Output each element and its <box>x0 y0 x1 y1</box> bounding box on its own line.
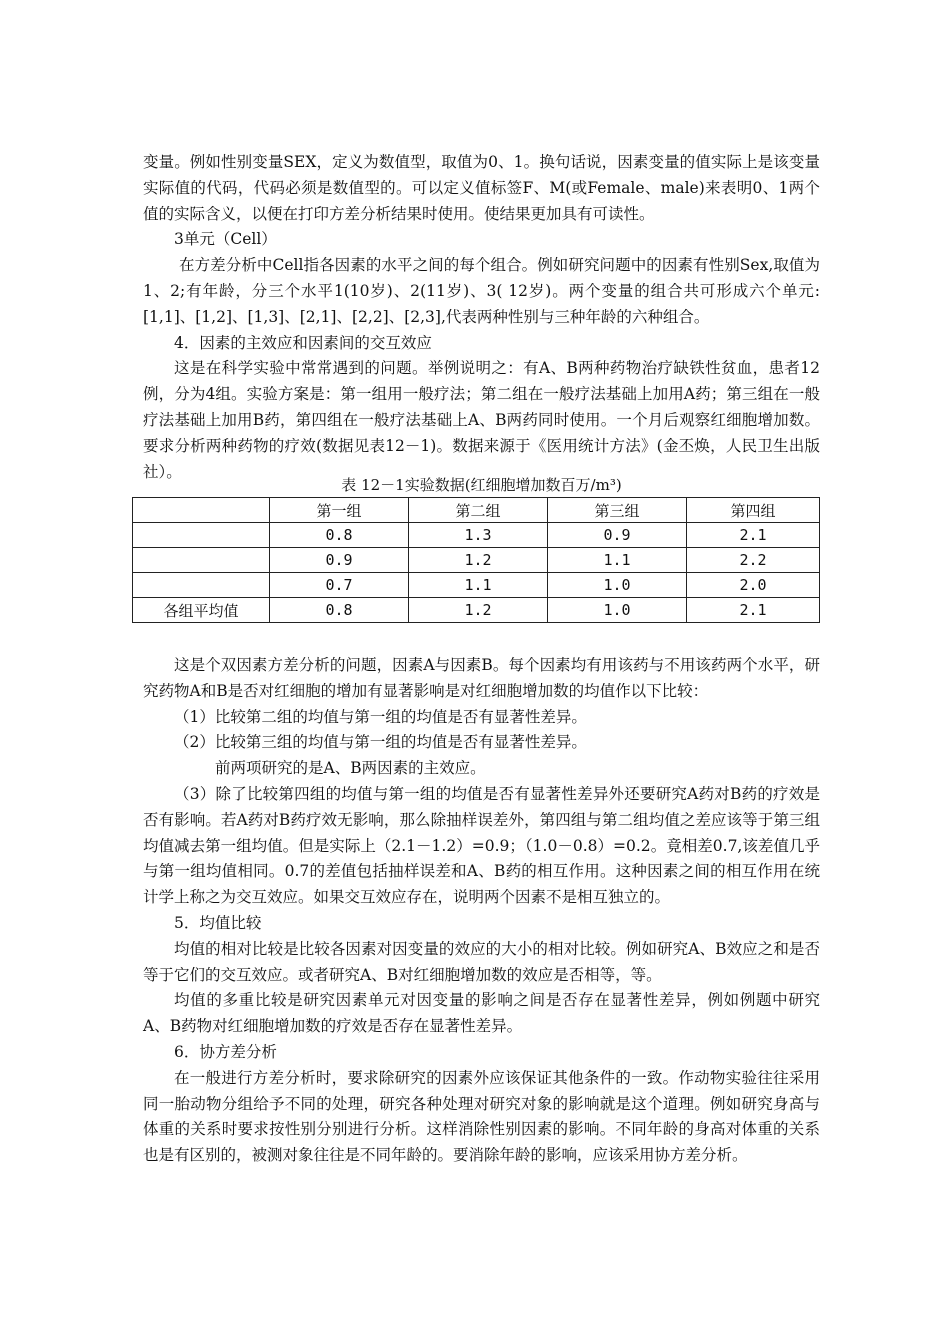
main-effect-note: 前两项研究的是A、B两因素的主效应。 <box>215 759 486 778</box>
section-6-paragraph: 在一般进行方差分析时，要求除研究的因素外应该保证其他条件的一致。作动物实验往往采用同一胎动物分组给予不同的处理，研究各种处理对研究对象的影响就是这个道理。例如研究身高与体重的关系时要求按性别分别进行分析。这样消除性别因素的影响。不同年龄的身高对体重的关系也是有区别的，被测对象往往是不同年龄的。要消除年龄的影响，应该采用协方差分析。 <box>143 1068 820 1165</box>
table-cell: 1.2 <box>409 598 548 623</box>
table-row <box>133 523 820 548</box>
table-row <box>133 598 820 623</box>
comparison-item-3: （3）除了比较第四组的均值与第一组的均值是否有显著性差异外还要研究A药对B药的疗效是否有影响。若A药对B药疗效无影响，那么除抽样误差外，第四组与第二组均值之差应该等于第三组均值减去第一组均值。但是实际上（2.1－1.2）=0.9；（1.0－0.8）=0.2。竟相差0.7,该差值几乎与第一组均值相同。0.7的差值包括抽样误差和A、B药的相互作用。这种因素之间的相互作用在统计学上称之为交互效应。如果交互效应存在，说明两个因素不是相互独立的。 <box>143 784 820 907</box>
table-header-cell: 第二组 <box>409 498 548 523</box>
table-cell: 2.0 <box>687 573 820 598</box>
section-3-paragraph: 在方差分析中Cell指各因素的水平之间的每个组合。例如研究问题中的因素有性别Sex,取值为1、2;有年龄，分三个水平1(10岁)、2(11岁)、3( 12岁)。两个变量的组合共可形成六个单元:[1,1]、[1,2]、[1,3]、[2,1]、[2,2]、[2,3],代表两种性别与三种年龄的六种组合。 <box>143 256 820 326</box>
table-cell <box>133 523 270 548</box>
section-4-paragraph: 这是在科学实验中常常遇到的问题。举例说明之：有A、B两种药物治疗缺铁性贫血，患者12例，分为4组。实验方案是：第一组用一般疗法；第二组在一般疗法基础上加用A药；第三组在一般疗法基础上加用B药，第四组在一般疗法基础上A、B两药同时使用。一个月后观察红细胞增加数。要求分析两种药物的疗效(数据见表12－1)。数据来源于《医用统计方法》(金丕焕，人民卫生出版社）。 <box>143 359 820 481</box>
section-3-heading: 3单元（Cell） <box>174 230 277 249</box>
table-header-cell: 第四组 <box>687 498 820 523</box>
table-cell <box>133 548 270 573</box>
table-cell: 1.0 <box>548 573 687 598</box>
table-cell: 2.1 <box>687 523 820 548</box>
table-cell: 0.7 <box>270 573 409 598</box>
table-cell: 1.2 <box>409 548 548 573</box>
upper-text-block <box>143 150 820 485</box>
section-6-heading: 6．协方差分析 <box>174 1042 277 1061</box>
lower-text-block <box>143 653 820 1169</box>
table-cell: 1.0 <box>548 598 687 623</box>
table-row-label: 各组平均值 <box>133 598 270 623</box>
analysis-paragraph: 这是个双因素方差分析的问题，因素A与因素B。每个因素均有用该药与不用该药两个水平，研究药物A和B是否对红细胞的增加有显著影响是对红细胞增加数的均值作以下比较： <box>143 656 820 700</box>
table-header-row <box>133 498 820 523</box>
table-header-cell <box>133 498 270 523</box>
section-5-paragraph-1: 均值的相对比较是比较各因素对因变量的效应的大小的相对比较。例如研究A、B效应之和是否等于它们的交互效应。或者研究A、B对红细胞增加数的效应是否相等，等。 <box>143 939 820 984</box>
intro-paragraph: 变量。例如性别变量SEX，定义为数值型，取值为0、1。换句话说，因素变量的值实际上是该变量实际值的代码，代码必须是数值型的。可以定义值标签F、M(或Female、male)来表明0、1两个值的实际含义，以便在打印方差分析结果时使用。使结果更加具有可读性。 <box>143 153 820 223</box>
table-header-cell: 第三组 <box>548 498 687 523</box>
table-cell: 2.1 <box>687 598 820 623</box>
comparison-item-2: （2）比较第三组的均值与第一组的均值是否有显著性差异。 <box>174 733 587 752</box>
section-4-heading: 4．因素的主效应和因素间的交互效应 <box>174 333 432 352</box>
section-5-heading: 5．均值比较 <box>174 913 262 932</box>
table-cell <box>133 573 270 598</box>
table-cell: 0.8 <box>270 523 409 548</box>
section-5-paragraph-2: 均值的多重比较是研究因素单元对因变量的影响之间是否存在显著性差异，例如例题中研究A、B药物对红细胞增加数的疗效是否存在显著性差异。 <box>143 991 820 1036</box>
table-row <box>133 548 820 573</box>
table-cell: 1.1 <box>409 573 548 598</box>
table-cell: 0.9 <box>270 548 409 573</box>
comparison-item-1: （1）比较第二组的均值与第一组的均值是否有显著性差异。 <box>174 707 587 726</box>
table-cell: 1.1 <box>548 548 687 573</box>
table-cell: 0.8 <box>270 598 409 623</box>
table-cell: 0.9 <box>548 523 687 548</box>
table-cell: 2.2 <box>687 548 820 573</box>
table-cell: 1.3 <box>409 523 548 548</box>
table-caption: 表 12－1实验数据(红细胞增加数百万/m³) <box>341 476 622 494</box>
table-header-cell: 第一组 <box>270 498 409 523</box>
table-row <box>133 573 820 598</box>
experiment-data-table <box>132 497 820 623</box>
